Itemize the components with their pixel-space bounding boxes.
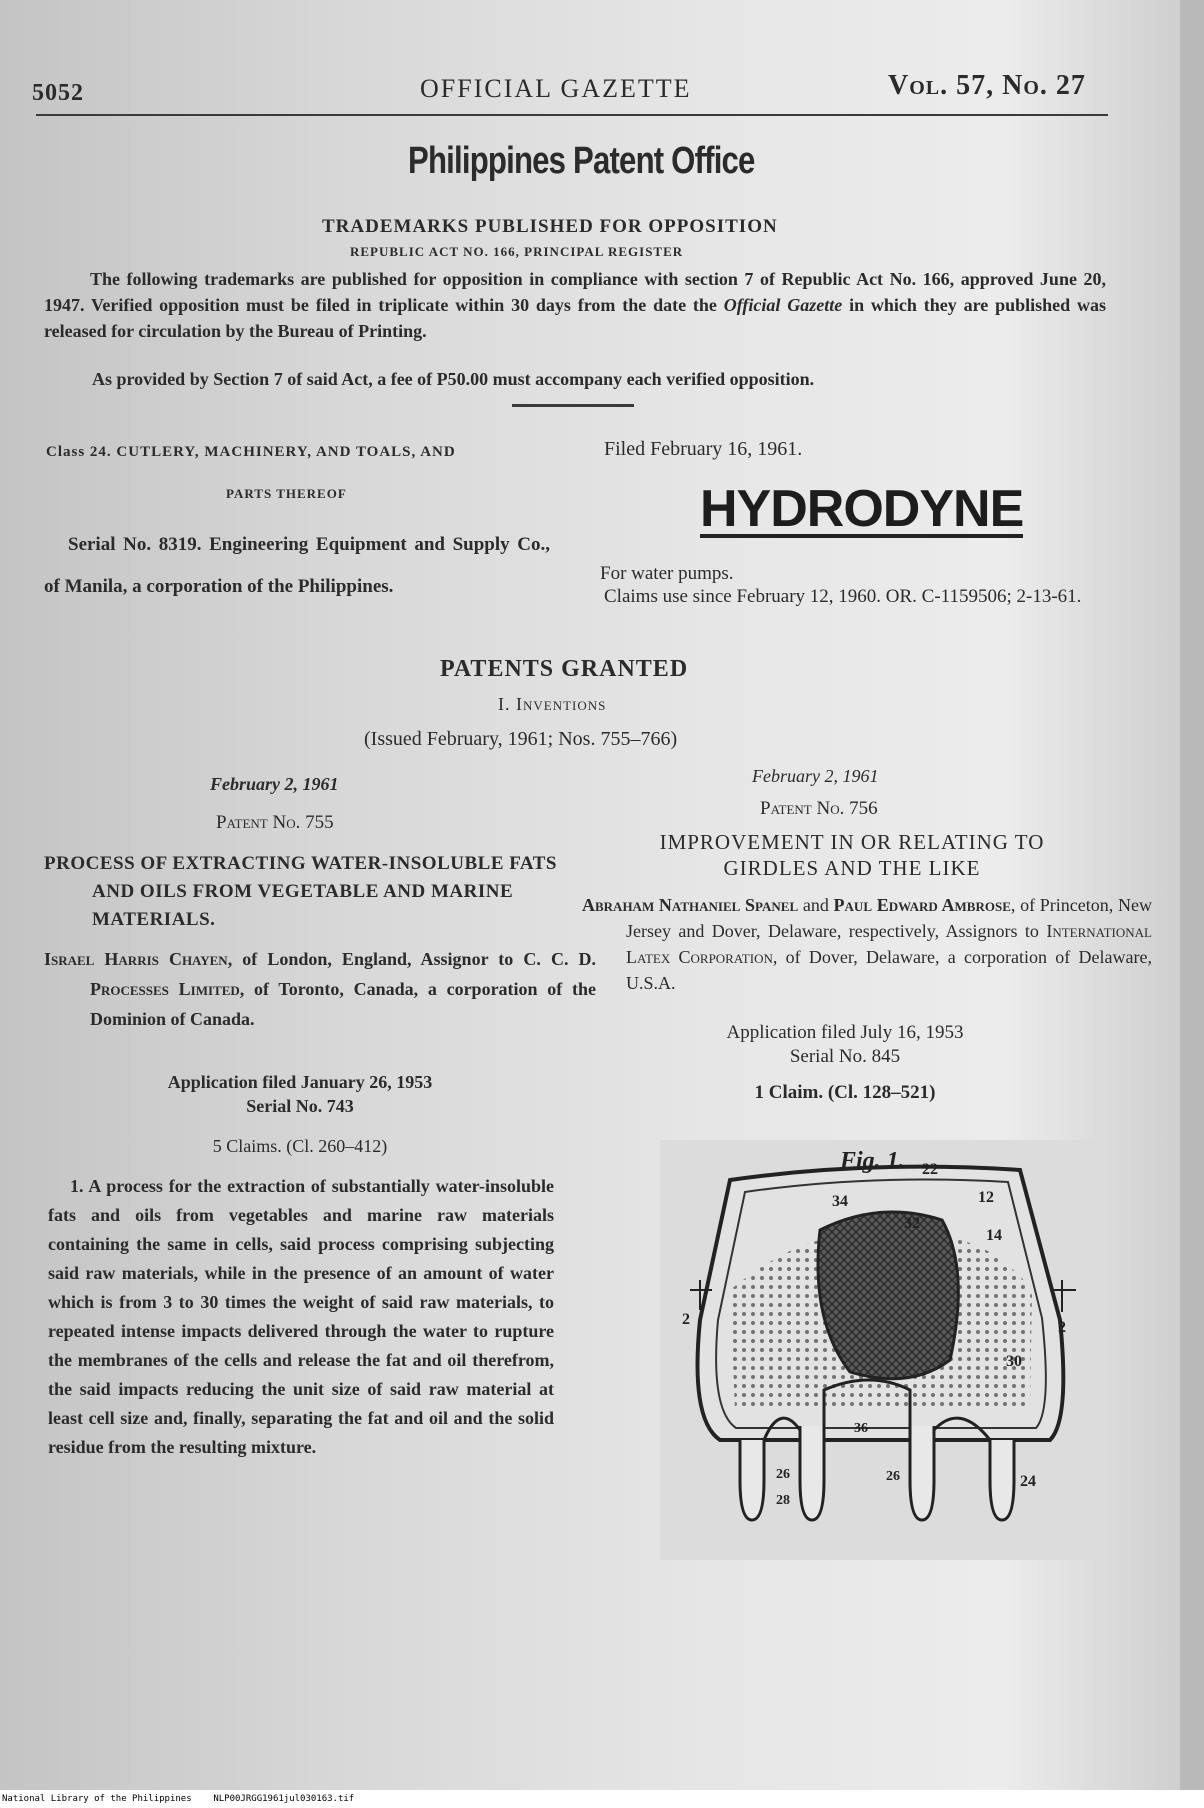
trademark-goods: For water pumps. — [600, 563, 734, 584]
patent-756-assignee: International Latex Corporation — [626, 921, 1152, 967]
patent-756-parties — [582, 892, 1152, 996]
intro-text-1: The following trademarks are published for opposition in compliance with section 7 of Republic Act No. 166, approved June 20, 1947. Verified opposition must be filed in triplicate within 30 days from the date the — [44, 269, 1106, 315]
intro-italic: Official Gazette — [723, 295, 843, 315]
trademark-class-2: PARTS THEREOF — [226, 486, 347, 501]
patent-756-title-2: GIRDLES AND THE LIKE — [723, 856, 981, 880]
trademark-claims: Claims use since February 12, 1960. OR. C-1159506; 2-13-61. — [604, 586, 1082, 607]
patents-heading: PATENTS GRANTED — [440, 656, 689, 682]
patents-subheading: I. Inventions — [498, 694, 607, 714]
patent-755-claim-text: 1. A process for the extraction of substantially water-insoluble fats and oils from vegetables and marine raw materials containing the same in cells, said process comprising subjecting said raw materials, while in the presence of an amount of water which is from 3 to 30 times the weight of said raw materials, to repeated intense impacts delivered through the water to rupture the membranes of the cells and release the fat and oil therefrom, the said impacts reducing the unit size of said raw material at least cell size and, finally, separating the fat and oil and the solid residue from the resulting mixture. — [48, 1176, 554, 1457]
ref-26-b: 26 — [886, 1469, 900, 1484]
trademark-filed: Filed February 16, 1961. — [604, 438, 803, 460]
scan-footer — [0, 1790, 1204, 1808]
ref-2-right: 2 — [1058, 1319, 1066, 1336]
patent-756-inventor-rest: , of Princeton, New Jersey and Dover, Delaware, respectively, Assignors to — [626, 895, 1152, 941]
page-number: 5052 — [32, 80, 84, 106]
patent-755-inventor: Israel Harris Chayen — [44, 949, 228, 969]
patent-755-assignee-rest: , of Toronto, Canada, a corporation of the Dominion of Canada. — [90, 979, 596, 1029]
office-title: Philippines Patent Office — [408, 140, 755, 182]
trademarks-intro — [44, 266, 1106, 344]
ref-24: 24 — [1020, 1473, 1036, 1490]
patent-755-parties — [44, 944, 596, 1034]
intro-text-2: in which they are published was released for circulation by the Bureau of Printing. — [44, 295, 1106, 341]
patent-755-title: PROCESS OF EXTRACTING WATER-INSOLUBLE FATS AND OILS FROM VEGETABLE AND MARINE MATERIALS. — [44, 853, 557, 930]
patent-755-application: Application filed January 26, 1953 — [167, 1072, 433, 1092]
patent-756-inventor-1: Abraham Nathaniel Spanel — [582, 895, 799, 915]
girdle-figure — [660, 1140, 1100, 1560]
footer-library: National Library of the Philippines — [2, 1794, 192, 1804]
patent-755-inventor-rest: , of London, England, Assignor to — [227, 949, 524, 969]
ref-30: 30 — [1006, 1353, 1022, 1370]
ref-26-a: 26 — [776, 1467, 790, 1482]
footer-filename: NLP00JRGG1961jul030163.tif — [213, 1794, 355, 1804]
ref-22: 22 — [922, 1161, 938, 1178]
section-rule — [512, 404, 634, 407]
trademark-serial: Serial No. 8319. Engineering Equipment and Supply Co., of Manila, a corporation of the Philippines. — [44, 534, 550, 597]
patent-756-and: and — [798, 895, 834, 915]
trademarks-subheading: REPUBLIC ACT NO. 166, PRINCIPAL REGISTER — [350, 244, 684, 259]
patent-755-assignee: C. C. D. Processes Limited — [90, 949, 597, 999]
patent-755-serial: Serial No. 743 — [246, 1096, 354, 1116]
figure-label: Fig. 1. — [840, 1148, 905, 1174]
ref-32: 32 — [904, 1215, 920, 1232]
trademark-mark: HYDRODYNE — [700, 480, 1024, 538]
trademark-class: Class 24. CUTLERY, MACHINERY, AND TOALS, AND — [46, 444, 456, 460]
fee-note: As provided by Section 7 of said Act, a fee of P50.00 must accompany each verified opposition. — [92, 369, 815, 389]
garter-3 — [910, 1426, 934, 1520]
ref-28: 28 — [776, 1493, 790, 1508]
ref-12: 12 — [978, 1189, 994, 1206]
patent-755-number: Patent No. 755 — [216, 812, 334, 833]
ref-2-left: 2 — [682, 1311, 690, 1328]
trademarks-heading: TRADEMARKS PUBLISHED FOR OPPOSITION — [322, 216, 778, 237]
ref-34: 34 — [832, 1193, 848, 1210]
patent-756-assignee-rest: , of Dover, Delaware, a corporation of Delaware, U.S.A. — [626, 947, 1153, 993]
patent-756-claims: 1 Claim. (Cl. 128–521) — [754, 1082, 936, 1103]
ref-14: 14 — [986, 1227, 1002, 1244]
garter-1 — [740, 1440, 764, 1520]
patent-756-number: Patent No. 756 — [760, 798, 878, 819]
publication-title: OFFICIAL GAZETTE — [420, 74, 692, 103]
patent-756-application: Application filed July 16, 1953 — [726, 1022, 964, 1043]
patent-756-inventor-2: Paul Edward Ambrose — [833, 895, 1011, 915]
patent-756-title-1: IMPROVEMENT IN OR RELATING TO — [659, 830, 1045, 854]
header-rule — [36, 114, 1108, 116]
volume-number: Vol. 57, No. 27 — [888, 70, 1086, 101]
patent-755-claims: 5 Claims. (Cl. 260–412) — [212, 1136, 388, 1156]
garter-2 — [800, 1426, 824, 1520]
patents-issued: (Issued February, 1961; Nos. 755–766) — [364, 728, 678, 750]
garter-4 — [990, 1440, 1014, 1520]
patent-756-date: February 2, 1961 — [752, 766, 879, 786]
patent-756-serial: Serial No. 845 — [789, 1046, 901, 1067]
ref-36: 36 — [854, 1421, 868, 1436]
girdle-hatched-panel — [818, 1212, 958, 1379]
patent-755-date: February 2, 1961 — [210, 774, 339, 794]
